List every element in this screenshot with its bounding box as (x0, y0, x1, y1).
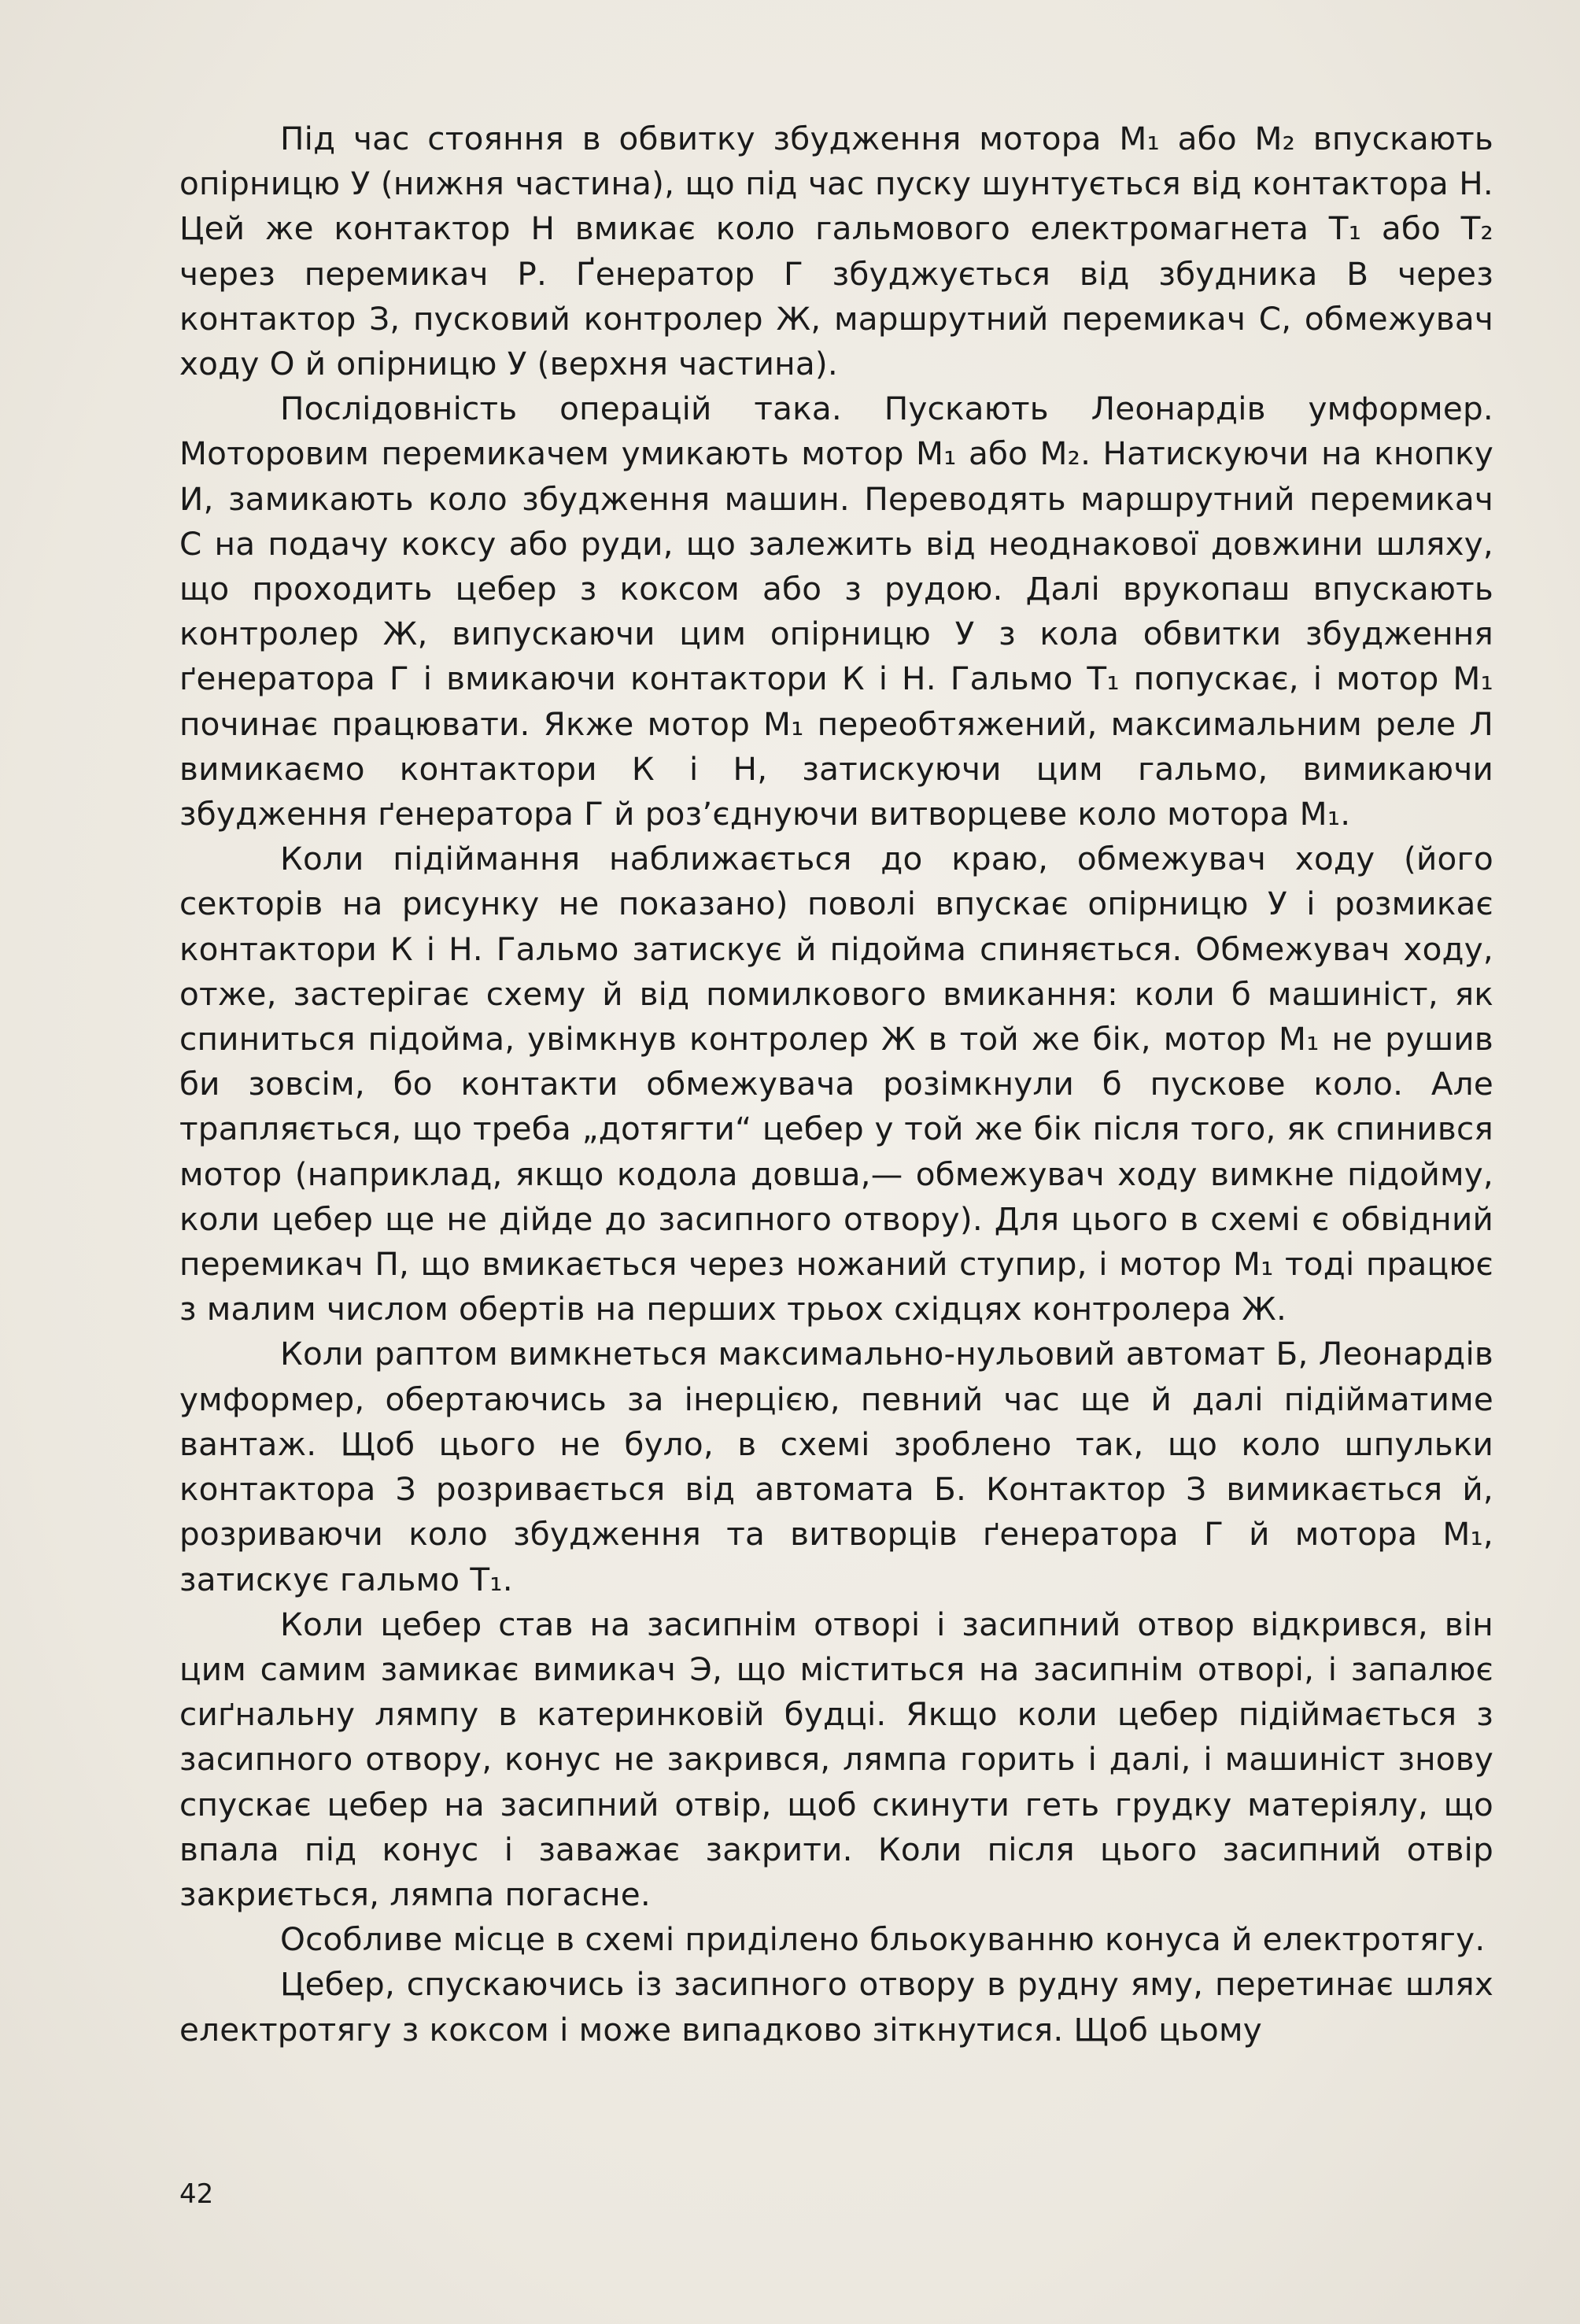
paragraph-1: Під час стояння в обвитку збудження мотора М₁ або М₂ впускають опірницю У (нижня частина), що під час пуску шунтується від контактора Н. Цей же контактор Н вмикає коло гальмового електромагнета Т₁ або Т₂ через перемикач Р. Ґенератор Г збуджується від збудника В через контактор З, пусковий контролер Ж, маршрутний перемикач С, обмежувач ходу О й опірницю У (верхня частина). (179, 120, 1493, 383)
paragraph-4: Коли раптом вимкнеться максимально-нульовий автомат Б, Леонардів умформер, обертаючись за інерцією, певний час ще й далі підійматиме вантаж. Щоб цього не було, в схемі зроблено так, що коло шпульки контактора З розривається від автомата Б. Контактор З вимикається й, розриваючи коло збудження та витворців ґенератора Г й мотора М₁, затискує гальмо Т₁. (179, 1335, 1493, 1598)
page-number: 42 (179, 2178, 214, 2210)
paragraph-7: Цебер, спускаючись із засипного отвору в рудну яму, перетинає шлях електротягу з коксом і може випадково зіткнутися. Щоб цьому (179, 1965, 1493, 2049)
paragraph-2: Послідовність операцій така. Пускають Леонардів умформер. Моторовим перемикачем умикають мотор М₁ або М₂. Натискуючи на кнопку И, замикають коло збудження машин. Переводять маршрутний перемикач С на подачу коксу або руди, що залежить від неоднакової довжини шляху, що проходить цебер з коксом або з рудою. Далі врукопаш впускають контролер Ж, випускаючи цим опірницю У з кола обвитки збудження ґенератора Г і вмикаючи контактори К і Н. Гальмо Т₁ попускає, і мотор М₁ починає працювати. Якже мотор М₁ переобтяжений, максимальним реле Л вимикаємо контактори К і Н, затискуючи цим гальмо, вимикаючи збудження ґенератора Г й роз’єднуючи витворцеве коло мотора М₁. (179, 390, 1493, 833)
paragraph-5: Коли цебер став на засипнім отворі і засипний отвор відкрився, він цим самим замикає вимикач Э, що міститься на засипнім отворі, і запалює сиґнальну лямпу в катеринковій будці. Якщо коли цебер підіймається з засипного отвору, конус не закрився, лямпа горить і далі, і машиніст знову спускає цебер на засипний отвір, щоб скинути геть грудку матеріялу, що впала під конус і заважає закрити. Коли після цього засипний отвір закриється, лямпа погасне. (179, 1605, 1493, 1913)
paragraph-6: Особливе місце в схемі приділено бльокуванню конуса й електротягу. (280, 1920, 1486, 1959)
paragraph-3: Коли підіймання наближається до краю, обмежувач ходу (його секторів на рисунку не показано) поволі впускає опірницю У і розмикає контактори К і Н. Гальмо затискує й підойма спиняється. Обмежувач ходу, отже, застерігає схему й від помилкового вмикання: коли б машиніст, як спиниться підойма, увімкнув контролер Ж в той же бік, мотор М₁ не рушив би зовсім, бо контакти обмежувача розімкнули б пускове коло. Але трапляється, що треба „дотягти“ цебер у той же бік після того, як спинився мотор (наприклад, якщо кодола довша,— обмежувач ходу вимкне підойму, коли цебер ще не дійде до засипного отвору). Для цього в схемі є обвідний перемикач П, що вмикається через ножаний ступир, і мотор М₁ тоді працює з малим числом обертів на перших трьох східцях контролера Ж. (179, 840, 1493, 1328)
